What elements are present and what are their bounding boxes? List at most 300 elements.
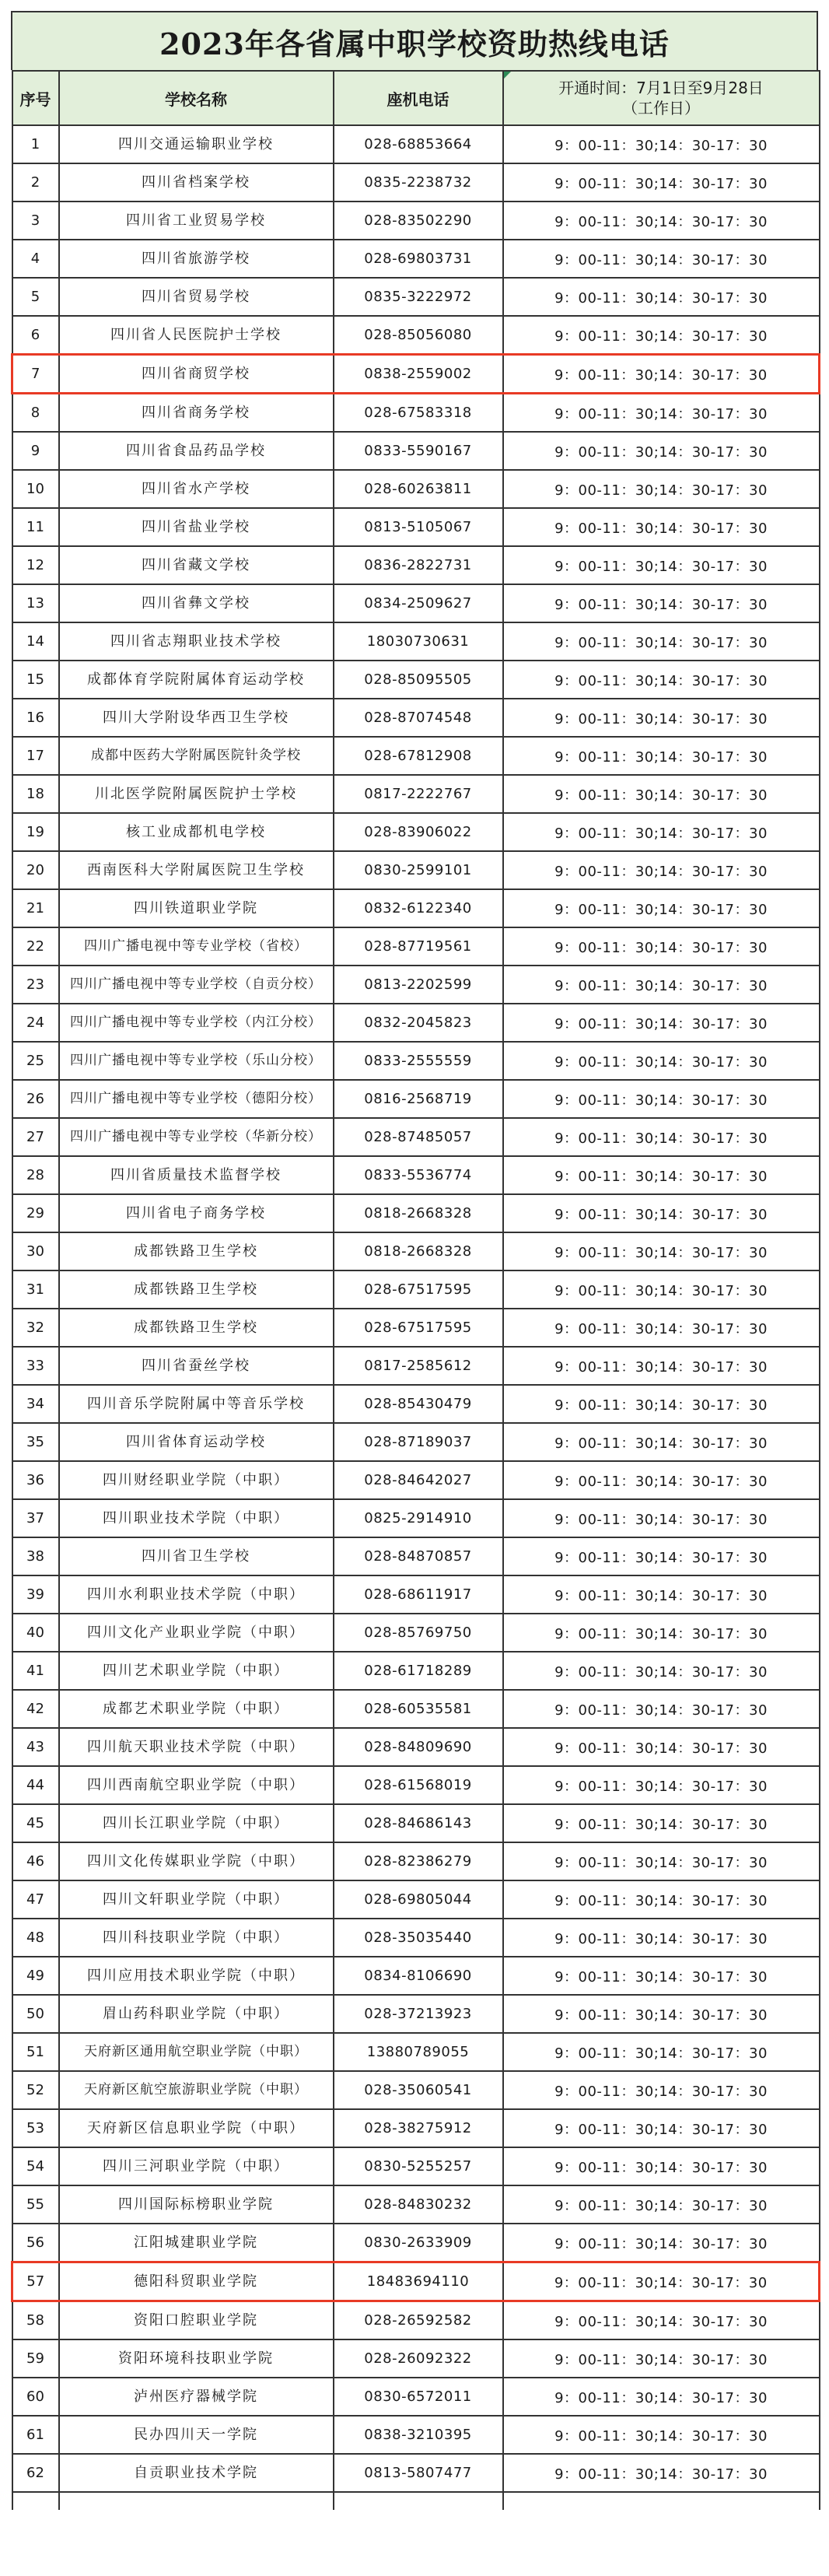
cell-school: 四川省志翔职业技术学校 (59, 622, 334, 661)
cell-phone: 028-61568019 (334, 1766, 503, 1804)
table-row (12, 1270, 820, 1309)
table-row (12, 316, 820, 355)
cell-index: 50 (12, 1995, 59, 2033)
cell-hours: 9：00-11：30;14：30-17：30 (503, 966, 820, 1004)
cell-school: 四川省商务学校 (59, 394, 334, 433)
table-row (12, 1728, 820, 1766)
cell-hours: 9：00-11：30;14：30-17：30 (503, 927, 820, 966)
cell-index: 38 (12, 1537, 59, 1575)
cell-phone: 028-26092322 (334, 2339, 503, 2378)
cell-hours: 9：00-11：30;14：30-17：30 (503, 1156, 820, 1194)
cell-school: 四川长江职业学院（中职） (59, 1804, 334, 1842)
cell-school: 四川省水产学校 (59, 470, 334, 508)
cell-hours: 9：00-11：30;14：30-17：30 (503, 1232, 820, 1270)
header-phone: 座机电话 (334, 71, 503, 125)
cell-index: 46 (12, 1842, 59, 1880)
hotline-table (11, 70, 820, 2510)
cell-hours: 9：00-11：30;14：30-17：30 (503, 2454, 820, 2492)
cell-index: 40 (12, 1614, 59, 1652)
cell-index: 51 (12, 2033, 59, 2071)
cell-phone: 028-83906022 (334, 813, 503, 851)
table-row (12, 966, 820, 1004)
cell-phone: 028-87074548 (334, 699, 503, 737)
cell-index: 35 (12, 1423, 59, 1461)
table-body (12, 125, 820, 2492)
table-row (12, 355, 820, 394)
table-row (12, 2378, 820, 2416)
cell-hours: 9：00-11：30;14：30-17：30 (503, 2109, 820, 2147)
table-row (12, 2109, 820, 2147)
cell-phone: 0835-3222972 (334, 278, 503, 316)
cell-index: 17 (12, 737, 59, 775)
cell-school: 四川广播电视中等专业学校（华新分校） (59, 1118, 334, 1156)
cell-school: 四川广播电视中等专业学校（内江分校） (59, 1004, 334, 1042)
cell-phone: 028-60263811 (334, 470, 503, 508)
cell-school: 成都铁路卫生学校 (59, 1309, 334, 1347)
cell-school: 四川省盐业学校 (59, 508, 334, 546)
table-row (12, 584, 820, 622)
cell-school: 四川西南航空职业学院（中职） (59, 1766, 334, 1804)
cell-hours: 9：00-11：30;14：30-17：30 (503, 1042, 820, 1080)
cell-phone: 028-67583318 (334, 394, 503, 433)
cell-phone: 0832-2045823 (334, 1004, 503, 1042)
cell-index: 62 (12, 2454, 59, 2492)
cell-index: 31 (12, 1270, 59, 1309)
page-title: 2023年各省属中职学校资助热线电话 (11, 11, 818, 70)
cell-school: 成都体育学院附属体育运动学校 (59, 661, 334, 699)
cell-hours: 9：00-11：30;14：30-17：30 (503, 737, 820, 775)
table-row (12, 1690, 820, 1728)
cell-index: 16 (12, 699, 59, 737)
cell-school: 四川省档案学校 (59, 163, 334, 202)
table-row (12, 813, 820, 851)
table-row (12, 1766, 820, 1804)
table-row (12, 1537, 820, 1575)
cell-phone: 028-35060541 (334, 2071, 503, 2109)
cell-index: 3 (12, 202, 59, 240)
cell-hours: 9：00-11：30;14：30-17：30 (503, 1270, 820, 1309)
cell-hours: 9：00-11：30;14：30-17：30 (503, 1919, 820, 1957)
table-row (12, 1461, 820, 1499)
cell-phone: 028-84809690 (334, 1728, 503, 1766)
cell-hours: 9：00-11：30;14：30-17：30 (503, 661, 820, 699)
table-row (12, 1652, 820, 1690)
table-row (12, 851, 820, 889)
cell-phone: 0834-2509627 (334, 584, 503, 622)
cell-school: 泸州医疗器械学院 (59, 2378, 334, 2416)
cell-hours: 9：00-11：30;14：30-17：30 (503, 1194, 820, 1232)
cell-school: 天府新区信息职业学院（中职） (59, 2109, 334, 2147)
header-hours (503, 71, 820, 125)
table-row (12, 2147, 820, 2185)
cell-hours: 9：00-11：30;14：30-17：30 (503, 316, 820, 355)
cell-school: 四川省贸易学校 (59, 278, 334, 316)
cell-phone: 0833-5590167 (334, 432, 503, 470)
cell-index: 34 (12, 1385, 59, 1423)
cell-index: 54 (12, 2147, 59, 2185)
cell-school: 四川航天职业技术学院（中职） (59, 1728, 334, 1766)
cell-hours: 9：00-11：30;14：30-17：30 (503, 2301, 820, 2340)
cell-school: 四川省工业贸易学校 (59, 202, 334, 240)
cell-hours: 9：00-11：30;14：30-17：30 (503, 699, 820, 737)
table-row (12, 889, 820, 927)
cell-school: 江阳城建职业学院 (59, 2224, 334, 2262)
cell-school: 四川省质量技术监督学校 (59, 1156, 334, 1194)
cell-school: 眉山药科职业学院（中职） (59, 1995, 334, 2033)
header-hours-line2: （工作日） (622, 99, 700, 117)
header-school: 学校名称 (59, 71, 334, 125)
cell-hours: 9：00-11：30;14：30-17：30 (503, 1537, 820, 1575)
cell-index: 5 (12, 278, 59, 316)
cell-hours: 9：00-11：30;14：30-17：30 (503, 2224, 820, 2262)
cell-index: 23 (12, 966, 59, 1004)
table-row (12, 775, 820, 813)
cell-phone: 028-87189037 (334, 1423, 503, 1461)
table-row (12, 163, 820, 202)
cell-school: 成都艺术职业学院（中职） (59, 1690, 334, 1728)
hotline-sheet (11, 11, 818, 2510)
cell-school: 核工业成都机电学校 (59, 813, 334, 851)
cell-phone: 0817-2585612 (334, 1347, 503, 1385)
cell-hours: 9：00-11：30;14：30-17：30 (503, 2071, 820, 2109)
cell-index: 12 (12, 546, 59, 584)
cell-index: 7 (12, 355, 59, 394)
cell-phone: 028-84642027 (334, 1461, 503, 1499)
cell-phone: 028-37213923 (334, 1995, 503, 2033)
table-row (12, 927, 820, 966)
cell-hours: 9：00-11：30;14：30-17：30 (503, 1614, 820, 1652)
cell-hours: 9：00-11：30;14：30-17：30 (503, 1423, 820, 1461)
cell-phone: 0813-5105067 (334, 508, 503, 546)
cell-index: 30 (12, 1232, 59, 1270)
cell-phone: 0838-2559002 (334, 355, 503, 394)
cell-school: 四川广播电视中等专业学校（省校） (59, 927, 334, 966)
cell-phone: 0835-2238732 (334, 163, 503, 202)
table-row (12, 2071, 820, 2109)
cell-index: 36 (12, 1461, 59, 1499)
table-row (12, 394, 820, 433)
cell-phone: 028-84870857 (334, 1537, 503, 1575)
cell-school: 四川艺术职业学院（中职） (59, 1652, 334, 1690)
cell-phone: 028-61718289 (334, 1652, 503, 1690)
table-row (12, 1232, 820, 1270)
cell-phone: 028-26592582 (334, 2301, 503, 2340)
table-row (12, 546, 820, 584)
cell-hours: 9：00-11：30;14：30-17：30 (503, 2378, 820, 2416)
cell-index: 26 (12, 1080, 59, 1118)
cell-index: 1 (12, 125, 59, 163)
cell-school: 成都铁路卫生学校 (59, 1270, 334, 1309)
cell-phone: 0838-3210395 (334, 2416, 503, 2454)
table-header (12, 71, 820, 125)
cell-school: 四川大学附设华西卫生学校 (59, 699, 334, 737)
cell-hours: 9：00-11：30;14：30-17：30 (503, 240, 820, 278)
cell-hours: 9：00-11：30;14：30-17：30 (503, 584, 820, 622)
cell-index: 15 (12, 661, 59, 699)
cell-school: 四川省藏文学校 (59, 546, 334, 584)
cell-hours: 9：00-11：30;14：30-17：30 (503, 1690, 820, 1728)
cell-phone: 0825-2914910 (334, 1499, 503, 1537)
table-row (12, 2262, 820, 2301)
table-row (12, 1957, 820, 1995)
table-row (12, 1080, 820, 1118)
cell-school: 四川交通运输职业学校 (59, 125, 334, 163)
cell-index: 32 (12, 1309, 59, 1347)
header-hours-line1: 开通时间：7月1日至9月28日 (558, 79, 764, 97)
cell-index: 59 (12, 2339, 59, 2378)
cell-phone: 0830-2599101 (334, 851, 503, 889)
cell-school: 天府新区航空旅游职业学院（中职） (59, 2071, 334, 2109)
cell-hours: 9：00-11：30;14：30-17：30 (503, 394, 820, 433)
cell-phone: 0818-2668328 (334, 1194, 503, 1232)
cell-hours: 9：00-11：30;14：30-17：30 (503, 1652, 820, 1690)
cell-index: 45 (12, 1804, 59, 1842)
cell-index: 27 (12, 1118, 59, 1156)
table-row (12, 1423, 820, 1461)
cell-school: 四川三河职业学院（中职） (59, 2147, 334, 2185)
table-row (12, 1919, 820, 1957)
cell-hours: 9：00-11：30;14：30-17：30 (503, 851, 820, 889)
cell-phone: 028-67812908 (334, 737, 503, 775)
cell-hours: 9：00-11：30;14：30-17：30 (503, 163, 820, 202)
table-row (12, 508, 820, 546)
cell-index: 41 (12, 1652, 59, 1690)
cell-hours: 9：00-11：30;14：30-17：30 (503, 889, 820, 927)
cell-hours: 9：00-11：30;14：30-17：30 (503, 2416, 820, 2454)
cell-phone: 0836-2822731 (334, 546, 503, 584)
cell-index: 2 (12, 163, 59, 202)
cell-hours: 9：00-11：30;14：30-17：30 (503, 470, 820, 508)
cell-school: 德阳科贸职业学院 (59, 2262, 334, 2301)
cell-phone: 028-83502290 (334, 202, 503, 240)
cell-hours: 9：00-11：30;14：30-17：30 (503, 432, 820, 470)
cell-index: 43 (12, 1728, 59, 1766)
cell-hours: 9：00-11：30;14：30-17：30 (503, 1118, 820, 1156)
cell-phone: 0813-2202599 (334, 966, 503, 1004)
cell-index: 11 (12, 508, 59, 546)
cell-school: 四川国际标榜职业学院 (59, 2185, 334, 2224)
cell-index: 20 (12, 851, 59, 889)
table-row (12, 1842, 820, 1880)
table-row (12, 2301, 820, 2340)
cell-hours: 9：00-11：30;14：30-17：30 (503, 813, 820, 851)
empty-row (12, 2492, 820, 2510)
cell-school: 四川省旅游学校 (59, 240, 334, 278)
table-row (12, 2454, 820, 2492)
cell-index: 21 (12, 889, 59, 927)
cell-phone: 0833-5536774 (334, 1156, 503, 1194)
cell-phone: 028-69803731 (334, 240, 503, 278)
table-row (12, 737, 820, 775)
cell-hours: 9：00-11：30;14：30-17：30 (503, 1004, 820, 1042)
cell-school: 四川文轩职业学院（中职） (59, 1880, 334, 1919)
cell-school: 西南医科大学附属医院卫生学校 (59, 851, 334, 889)
cell-phone: 028-38275912 (334, 2109, 503, 2147)
table-row (12, 1042, 820, 1080)
cell-index: 10 (12, 470, 59, 508)
cell-school: 四川省电子商务学校 (59, 1194, 334, 1232)
cell-phone: 0832-6122340 (334, 889, 503, 927)
table-footer (12, 2492, 820, 2510)
cell-index: 29 (12, 1194, 59, 1232)
cell-index: 33 (12, 1347, 59, 1385)
table-row (12, 1004, 820, 1042)
cell-hours: 9：00-11：30;14：30-17：30 (503, 1499, 820, 1537)
table-row (12, 125, 820, 163)
table-row (12, 1880, 820, 1919)
cell-hours: 9：00-11：30;14：30-17：30 (503, 2339, 820, 2378)
cell-hours: 9：00-11：30;14：30-17：30 (503, 508, 820, 546)
cell-phone: 0818-2668328 (334, 1232, 503, 1270)
cell-hours: 9：00-11：30;14：30-17：30 (503, 1766, 820, 1804)
cell-phone: 028-87719561 (334, 927, 503, 966)
cell-hours: 9：00-11：30;14：30-17：30 (503, 1995, 820, 2033)
cell-index: 39 (12, 1575, 59, 1614)
cell-hours: 9：00-11：30;14：30-17：30 (503, 1309, 820, 1347)
cell-phone: 028-82386279 (334, 1842, 503, 1880)
cell-index: 47 (12, 1880, 59, 1919)
cell-index: 22 (12, 927, 59, 966)
table-row (12, 699, 820, 737)
cell-school: 四川文化产业职业学院（中职） (59, 1614, 334, 1652)
cell-school: 四川省人民医院护士学校 (59, 316, 334, 355)
cell-school: 四川省卫生学校 (59, 1537, 334, 1575)
cell-phone: 0830-2633909 (334, 2224, 503, 2262)
cell-school: 民办四川天一学院 (59, 2416, 334, 2454)
cell-school: 资阳口腔职业学院 (59, 2301, 334, 2340)
table-row (12, 1614, 820, 1652)
cell-phone: 028-85430479 (334, 1385, 503, 1423)
cell-phone: 028-67517595 (334, 1309, 503, 1347)
cell-school: 资阳环境科技职业学院 (59, 2339, 334, 2378)
cell-school: 四川广播电视中等专业学校（自贡分校） (59, 966, 334, 1004)
cell-phone: 028-85095505 (334, 661, 503, 699)
table-row (12, 1995, 820, 2033)
cell-hours: 9：00-11：30;14：30-17：30 (503, 1842, 820, 1880)
header-index: 序号 (12, 71, 59, 125)
cell-index: 49 (12, 1957, 59, 1995)
table-row (12, 202, 820, 240)
table-row (12, 2416, 820, 2454)
cell-phone: 0834-8106690 (334, 1957, 503, 1995)
cell-phone: 028-85769750 (334, 1614, 503, 1652)
cell-school: 四川应用技术职业学院（中职） (59, 1957, 334, 1995)
cell-index: 57 (12, 2262, 59, 2301)
cell-hours: 9：00-11：30;14：30-17：30 (503, 1728, 820, 1766)
cell-index: 25 (12, 1042, 59, 1080)
cell-index: 4 (12, 240, 59, 278)
table-row (12, 1118, 820, 1156)
cell-phone: 18483694110 (334, 2262, 503, 2301)
cell-school: 四川财经职业学院（中职） (59, 1461, 334, 1499)
cell-index: 61 (12, 2416, 59, 2454)
table-row (12, 1156, 820, 1194)
cell-school: 四川广播电视中等专业学校（乐山分校） (59, 1042, 334, 1080)
cell-hours: 9：00-11：30;14：30-17：30 (503, 1461, 820, 1499)
table-row (12, 622, 820, 661)
table-row (12, 278, 820, 316)
cell-school: 成都铁路卫生学校 (59, 1232, 334, 1270)
cell-phone: 028-84686143 (334, 1804, 503, 1842)
cell-school: 川北医学院附属医院护士学校 (59, 775, 334, 813)
cell-hours: 9：00-11：30;14：30-17：30 (503, 1575, 820, 1614)
cell-phone: 028-85056080 (334, 316, 503, 355)
cell-hours: 9：00-11：30;14：30-17：30 (503, 2033, 820, 2071)
cell-hours: 9：00-11：30;14：30-17：30 (503, 622, 820, 661)
cell-comment-marker-icon (504, 72, 511, 79)
cell-school: 四川铁道职业学院 (59, 889, 334, 927)
cell-phone: 0833-2555559 (334, 1042, 503, 1080)
cell-phone: 0813-5807477 (334, 2454, 503, 2492)
cell-index: 28 (12, 1156, 59, 1194)
table-row (12, 1347, 820, 1385)
cell-phone: 028-69805044 (334, 1880, 503, 1919)
cell-index: 9 (12, 432, 59, 470)
cell-hours: 9：00-11：30;14：30-17：30 (503, 125, 820, 163)
cell-phone: 028-67517595 (334, 1270, 503, 1309)
table-row (12, 1575, 820, 1614)
cell-phone: 18030730631 (334, 622, 503, 661)
table-row (12, 240, 820, 278)
cell-index: 8 (12, 394, 59, 433)
cell-phone: 0830-5255257 (334, 2147, 503, 2185)
table-row (12, 432, 820, 470)
cell-index: 58 (12, 2301, 59, 2340)
cell-hours: 9：00-11：30;14：30-17：30 (503, 355, 820, 394)
cell-hours: 9：00-11：30;14：30-17：30 (503, 1880, 820, 1919)
table-row (12, 1804, 820, 1842)
cell-index: 56 (12, 2224, 59, 2262)
cell-index: 48 (12, 1919, 59, 1957)
header-row (12, 71, 820, 125)
cell-phone: 13880789055 (334, 2033, 503, 2071)
cell-school: 四川水利职业技术学院（中职） (59, 1575, 334, 1614)
cell-hours: 9：00-11：30;14：30-17：30 (503, 775, 820, 813)
cell-phone: 0817-2222767 (334, 775, 503, 813)
cell-school: 四川省食品药品学校 (59, 432, 334, 470)
cell-school: 天府新区通用航空职业学院（中职） (59, 2033, 334, 2071)
cell-phone: 028-87485057 (334, 1118, 503, 1156)
cell-index: 19 (12, 813, 59, 851)
table-row (12, 1194, 820, 1232)
table-row (12, 2185, 820, 2224)
cell-hours: 9：00-11：30;14：30-17：30 (503, 1080, 820, 1118)
cell-index: 55 (12, 2185, 59, 2224)
cell-school: 四川文化传媒职业学院（中职） (59, 1842, 334, 1880)
cell-school: 四川省体育运动学校 (59, 1423, 334, 1461)
cell-index: 60 (12, 2378, 59, 2416)
table-row (12, 470, 820, 508)
cell-phone: 028-68853664 (334, 125, 503, 163)
cell-index: 14 (12, 622, 59, 661)
cell-index: 13 (12, 584, 59, 622)
cell-index: 53 (12, 2109, 59, 2147)
cell-hours: 9：00-11：30;14：30-17：30 (503, 2185, 820, 2224)
table-row (12, 2033, 820, 2071)
cell-school: 四川职业技术学院（中职） (59, 1499, 334, 1537)
cell-hours: 9：00-11：30;14：30-17：30 (503, 1385, 820, 1423)
cell-school: 四川省彝文学校 (59, 584, 334, 622)
cell-phone: 028-35035440 (334, 1919, 503, 1957)
cell-phone: 028-60535581 (334, 1690, 503, 1728)
cell-index: 24 (12, 1004, 59, 1042)
table-row (12, 2224, 820, 2262)
cell-school: 成都中医药大学附属医院针灸学校 (59, 737, 334, 775)
cell-hours: 9：00-11：30;14：30-17：30 (503, 278, 820, 316)
cell-index: 52 (12, 2071, 59, 2109)
cell-hours: 9：00-11：30;14：30-17：30 (503, 2147, 820, 2185)
cell-hours: 9：00-11：30;14：30-17：30 (503, 1347, 820, 1385)
